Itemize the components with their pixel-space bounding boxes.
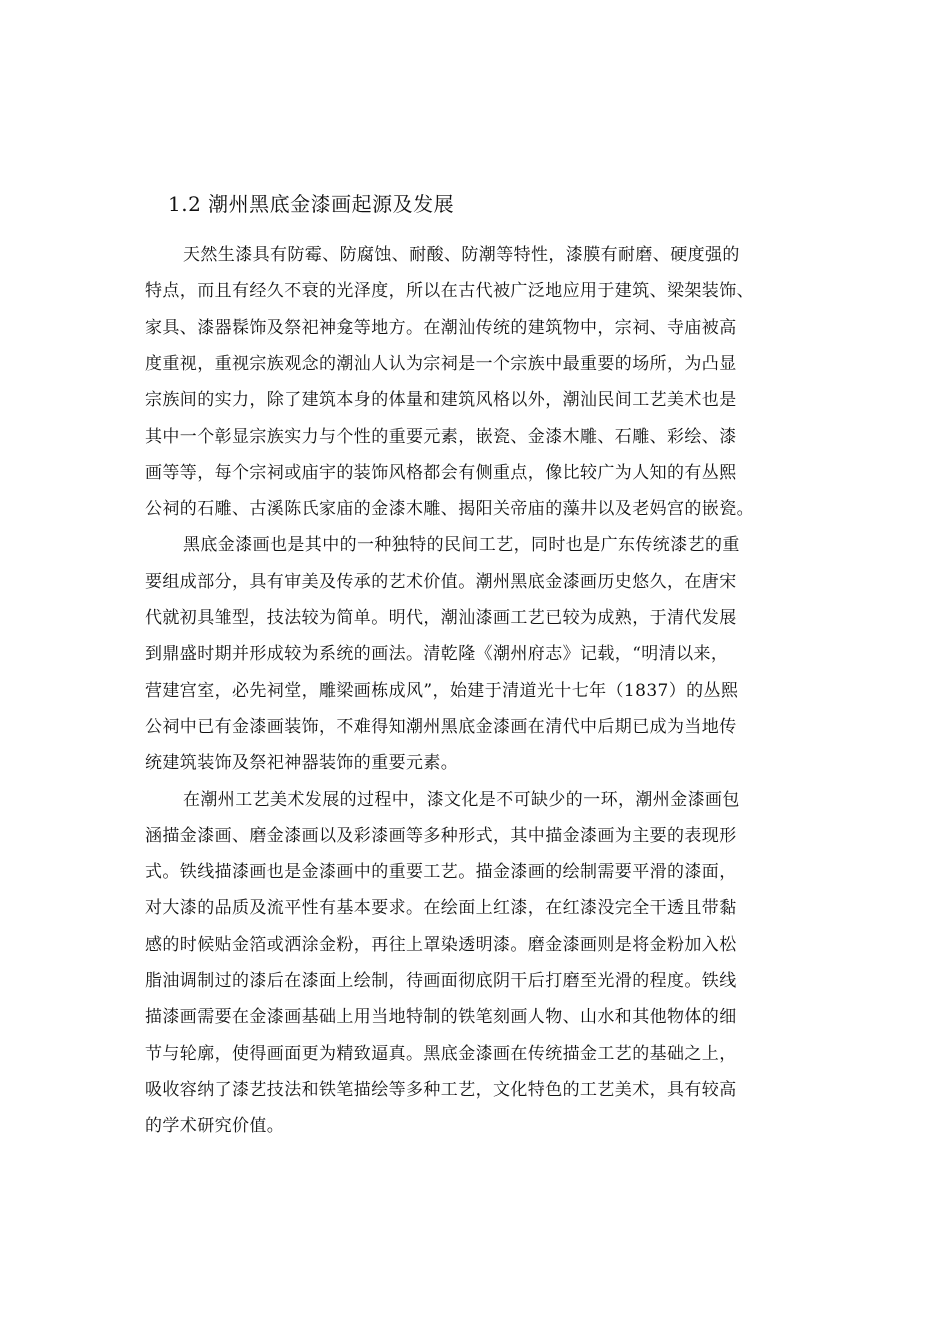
paragraph-line: 度重视，重视宗族观念的潮汕人认为宗祠是一个宗族中最重要的场所，为凸显 [145,353,737,374]
paragraph-line: 描漆画需要在金漆画基础上用当地特制的铁笔刻画人物、山水和其他物体的细 [145,1007,737,1028]
paragraph-line: 对大漆的品质及流平性有基本要求。在绘面上红漆，在红漆没完全干透且带黏 [145,898,737,919]
paragraph-first-line: 在潮州工艺美术发展的过程中，漆文化是不可缺少的一环，潮州金漆画包 [183,789,740,810]
paragraph-line: 公祠中已有金漆画装饰，不难得知潮州黑底金漆画在清代中后期已成为当地传 [145,716,737,737]
paragraph-line: 感的时候贴金箔或洒涂金粉，再往上罩染透明漆。磨金漆画则是将金粉加入松 [145,934,737,955]
paragraph-line: 公祠的石雕、古溪陈氏家庙的金漆木雕、揭阳关帝庙的藻井以及老妈宫的嵌瓷。 [145,499,754,520]
paragraph-line: 节与轮廓，使得画面更为精致逼真。黑底金漆画在传统描金工艺的基础之上， [145,1043,737,1064]
paragraph-line: 的学术研究价值。 [145,1116,285,1137]
paragraph-line: 其中一个彰显宗族实力与个性的重要元素，嵌瓷、金漆木雕、石雕、彩绘、漆 [145,426,737,447]
paragraph-line: 到鼎盛时期并形成较为系统的画法。清乾隆《潮州府志》记载，“明清以来， [145,644,729,665]
paragraph-line: 营建宫室，必先祠堂，雕梁画栋成风”，始建于清道光十七年（1837）的丛熙 [145,680,739,701]
section-heading: 1.2 潮州黑底金漆画起源及发展 [168,192,455,216]
paragraph-line: 代就初具雏型，技法较为简单。明代，潮汕漆画工艺已较为成熟，于清代发展 [145,608,737,628]
paragraph-line: 脂油调制过的漆后在漆面上绘制，待画面彻底阴干后打磨至光滑的程度。铁线 [145,971,737,991]
paragraph-line: 宗族间的实力，除了建筑本身的体量和建筑风格以外，潮汕民间工艺美术也是 [145,390,737,411]
paragraph-first-line: 黑底金漆画也是其中的一种独特的民间工艺，同时也是广东传统漆艺的重 [183,535,740,556]
paragraph-line: 涵描金漆画、磨金漆画以及彩漆画等多种形式，其中描金漆画为主要的表现形 [145,825,737,846]
paragraph-first-line: 天然生漆具有防霉、防腐蚀、耐酸、防潮等特性，漆膜有耐磨、硬度强的 [183,245,740,265]
paragraph-line: 吸收容纳了漆艺技法和铁笔描绘等多种工艺，文化特色的工艺美术，具有较高 [145,1079,737,1100]
paragraph-line: 要组成部分，具有审美及传承的艺术价值。潮州黑底金漆画历史悠久，在唐宋 [145,571,737,592]
paragraph-line: 特点，而且有经久不衰的光泽度，所以在古代被广泛地应用于建筑、梁架装饰、 [145,281,754,302]
paragraph-line: 统建筑装饰及祭祀神器装饰的重要元素。 [145,753,459,774]
paragraph-line: 式。铁线描漆画也是金漆画中的重要工艺。描金漆画的绘制需要平滑的漆面， [145,862,737,883]
paragraph-line: 画等等，每个宗祠或庙宇的装饰风格都会有侧重点，像比较广为人知的有丛熙 [145,462,737,483]
paragraph-line: 家具、漆器髹饰及祭祀神龛等地方。在潮汕传统的建筑物中，宗祠、寺庙被高 [145,317,737,338]
